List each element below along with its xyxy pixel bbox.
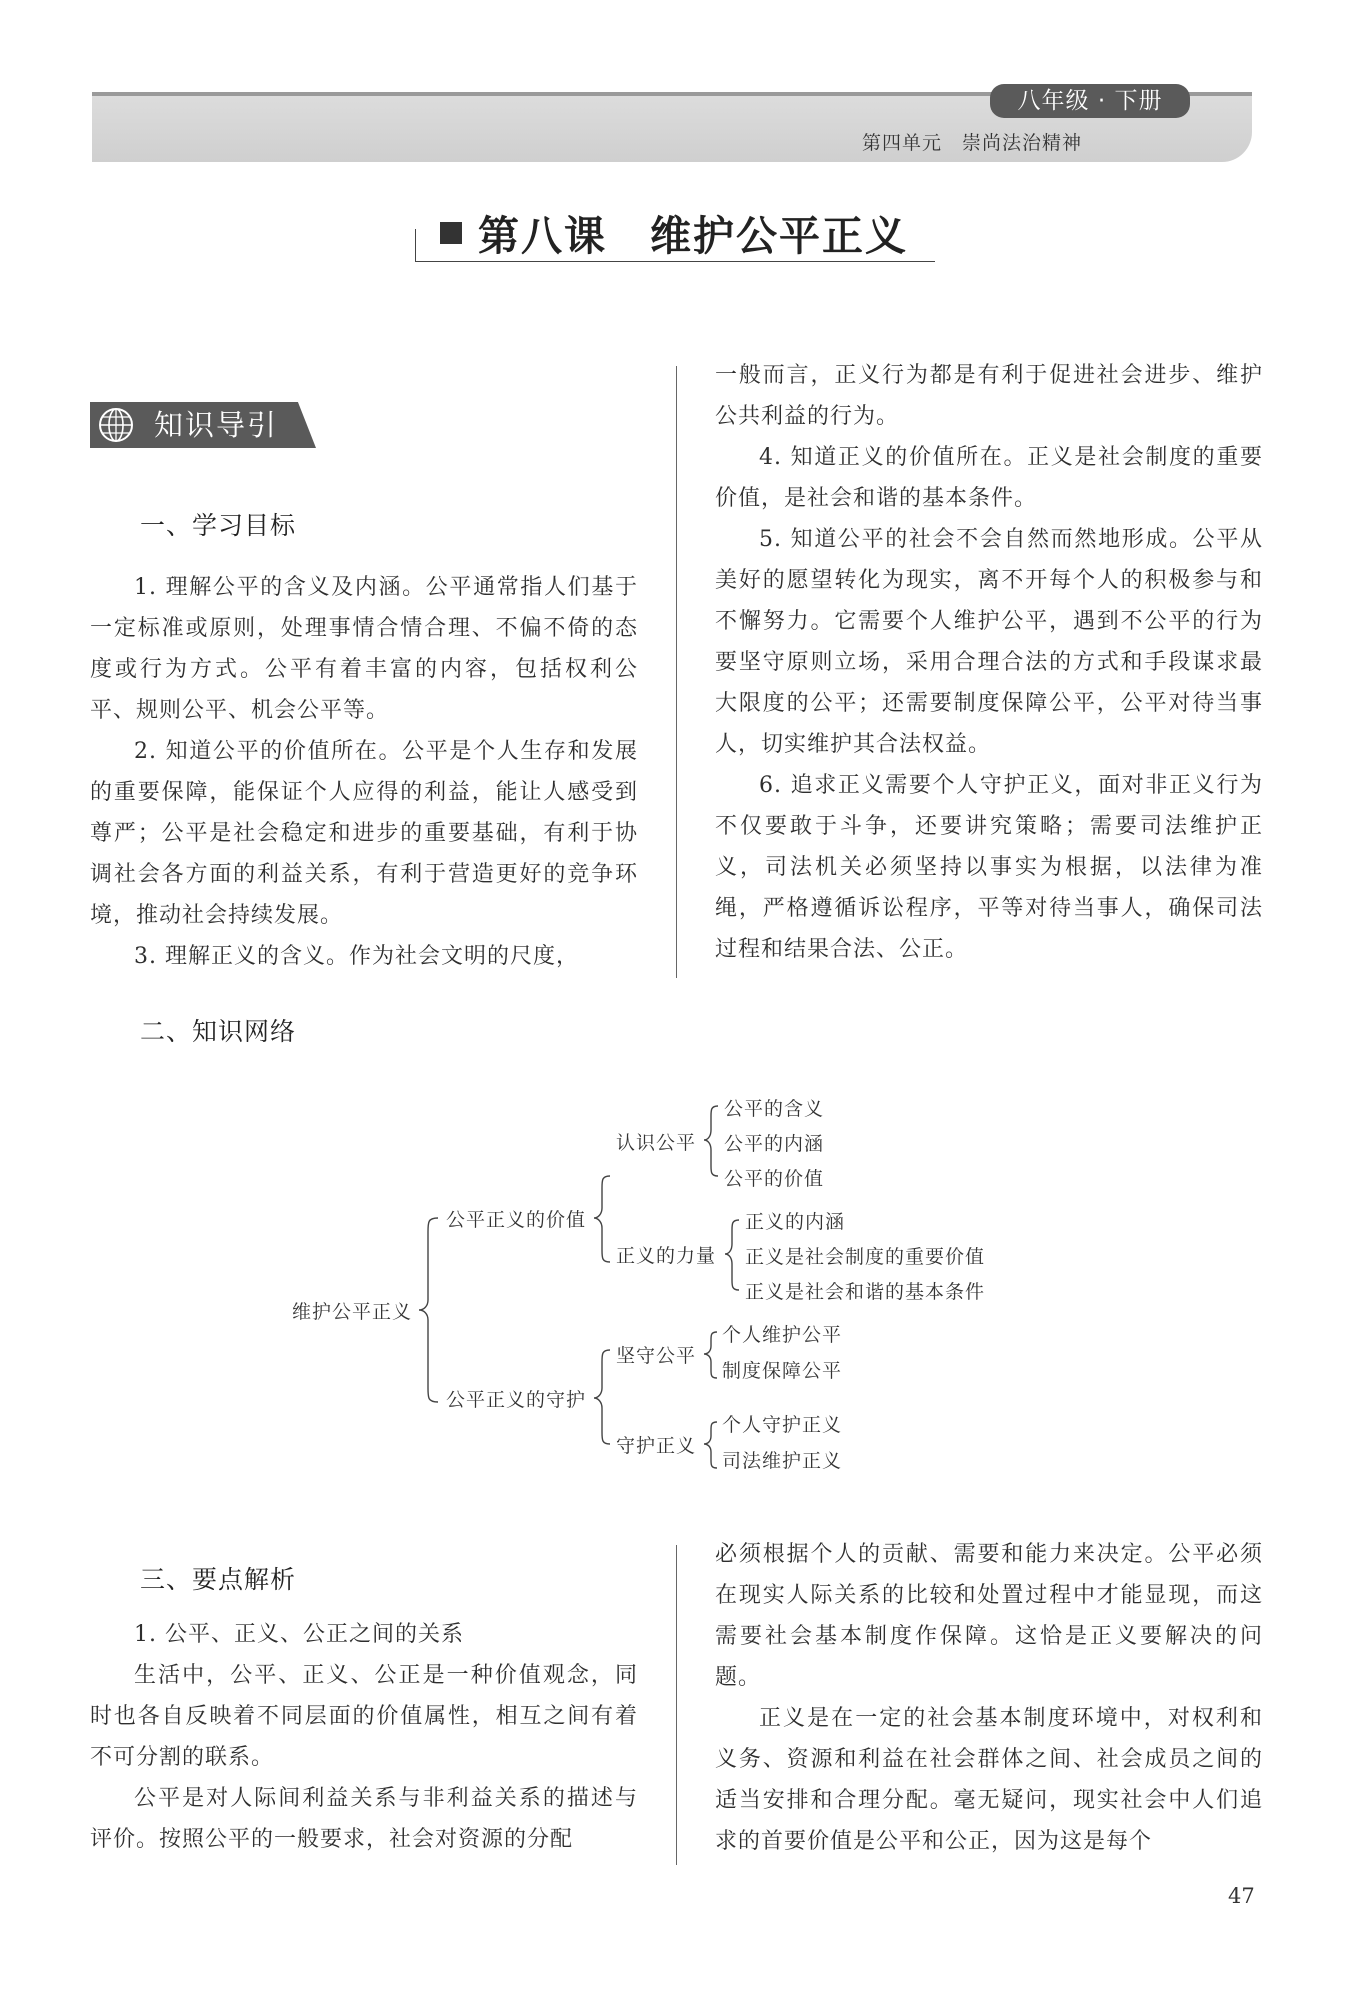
page-number: 47 — [1228, 1884, 1255, 1908]
analysis-paragraph-2-continued: 必须根据个人的贡献、需要和能力来决定。公平必须在现实人际关系的比较和处置过程中才能显现，而这需要社会基本制度作保障。这恰是正义要解决的问题。 — [715, 1542, 1263, 1690]
network-leaf: 个人守护正义 — [722, 1414, 843, 1436]
network-heading: 二、知识网络 — [140, 1017, 297, 1046]
network-leaf: 公平的内涵 — [724, 1133, 825, 1155]
goal-paragraph-6: 6. 追求正义需要个人守护正义，面对非正义行为不仅要敢于斗争，还要讲究策略；需要司法维护正义，司法机关必须坚持以事实为根据，以法律为准绳，严格遵循诉讼程序，平等对待当事人，确保司法过程和结果合法、公正。 — [715, 773, 1263, 962]
network-leaf: 正义的内涵 — [745, 1211, 846, 1233]
analysis-left-column — [90, 1614, 638, 1860]
network-root: 维护公平正义 — [292, 1301, 413, 1323]
goals-left-column — [90, 567, 638, 977]
title-square-icon — [440, 222, 462, 244]
goal-paragraph-2: 2. 知道公平的价值所在。公平是个人生存和发展的重要保障，能保证个人应得的利益，能让人感受到尊严；公平是社会稳定和进步的重要基础，有利于协调社会各方面的利益关系，有利于营造更好的竞争环境，推动社会持续发展。 — [90, 739, 638, 928]
analysis-paragraph-3: 正义是在一定的社会基本制度环境中，对权利和义务、资源和利益在社会群体之间、社会成员之间的适当安排和合理分配。毫无疑问，现实社会中人们追求的首要价值是公平和公正，因为这是每个 — [715, 1706, 1263, 1854]
grade-tab: 八年级 · 下册 — [990, 84, 1190, 118]
network-leaf: 公平的含义 — [724, 1098, 825, 1120]
network-leaf: 正义是社会制度的重要价值 — [745, 1246, 986, 1268]
network-guard-branch: 公平正义的守护 — [446, 1389, 587, 1411]
goal-paragraph-3: 3. 理解正义的含义。作为社会文明的尺度， — [134, 944, 579, 969]
goal-paragraph-3-continued: 一般而言，正义行为都是有利于促进社会进步、维护公共利益的行为。 — [715, 363, 1263, 429]
network-uphold-fairness: 坚守公平 — [616, 1345, 697, 1367]
goals-heading: 一、学习目标 — [140, 511, 297, 540]
network-leaf: 公平的价值 — [724, 1168, 825, 1190]
column-divider — [676, 1545, 677, 1865]
lesson-title: 第八课 维护公平正义 — [478, 212, 908, 260]
network-justice-power: 正义的力量 — [616, 1245, 717, 1267]
analysis-paragraph-2: 公平是对人际间利益关系与非利益关系的描述与评价。按照公平的一般要求，社会对资源的分配 — [90, 1786, 638, 1852]
network-guard-justice: 守护正义 — [616, 1435, 697, 1457]
analysis-right-column — [715, 1534, 1263, 1862]
network-value-branch: 公平正义的价值 — [446, 1209, 587, 1231]
column-divider — [676, 366, 677, 978]
goal-paragraph-5: 5. 知道公平的社会不会自然而然地形成。公平从美好的愿望转化为现实，离不开每个人的积极参与和不懈努力。它需要个人维护公平，遇到不公平的行为要坚守原则立场，采用合理合法的方式和手段谋求最大限度的公平；还需要制度保障公平，公平对待当事人，切实维护其合法权益。 — [715, 527, 1263, 757]
section-banner-label: 知识导引 — [154, 408, 279, 442]
globe-icon — [98, 407, 134, 443]
network-leaf: 司法维护正义 — [722, 1450, 843, 1472]
analysis-subheading: 1. 公平、正义、公正之间的关系 — [134, 1622, 464, 1647]
goal-paragraph-4: 4. 知道正义的价值所在。正义是社会制度的重要价值，是社会和谐的基本条件。 — [715, 445, 1263, 511]
network-know-fairness: 认识公平 — [616, 1132, 697, 1154]
network-leaf: 正义是社会和谐的基本条件 — [745, 1281, 986, 1303]
goals-right-column — [715, 355, 1263, 970]
goal-paragraph-1: 1. 理解公平的含义及内涵。公平通常指人们基于一定标准或原则，处理事情合情合理、不偏不倚的态度或行为方式。公平有着丰富的内容，包括权利公平、规则公平、机会公平等。 — [90, 575, 638, 723]
analysis-paragraph-1: 生活中，公平、正义、公正是一种价值观念，同时也各自反映着不同层面的价值属性，相互之间有着不可分割的联系。 — [90, 1663, 638, 1770]
network-leaf: 制度保障公平 — [722, 1360, 843, 1382]
network-leaf: 个人维护公平 — [722, 1324, 843, 1346]
analysis-heading: 三、要点解析 — [140, 1565, 297, 1594]
unit-label: 第四单元 崇尚法治精神 — [862, 132, 1083, 154]
